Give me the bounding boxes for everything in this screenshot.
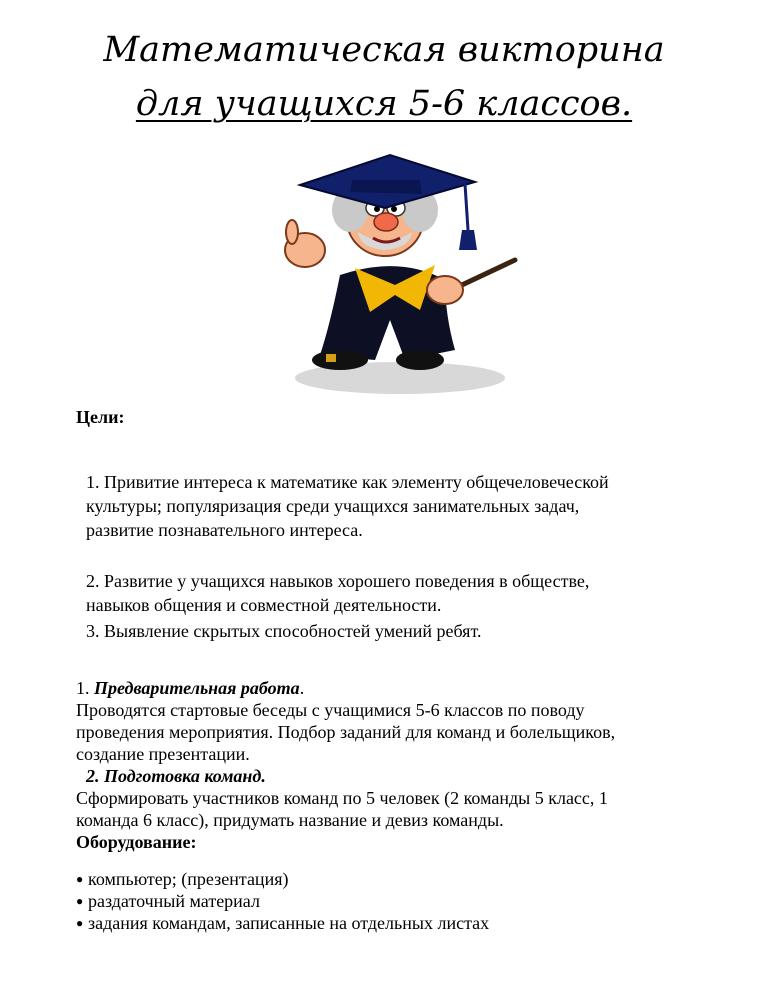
teams-line-2: команда 6 класс), придумать название и девиз команды. [76,810,504,830]
bullet-icon: ● [76,916,84,930]
equipment-item-label: компьютер; (презентация) [88,869,289,889]
goals-heading: Цели: [76,407,125,427]
prep-line-3: создание презентации. [76,744,250,764]
goal-1-line-1: 1. Привитие интереса к математике как элементу общечеловеческой [86,472,609,492]
prep-title: Предварительная работа [94,678,300,698]
list-item [76,912,489,934]
bullet-icon: ● [76,894,84,908]
prep-line-1: Проводятся стартовые беседы с учащимися 5-6 классов по поводу [76,700,585,720]
title-line-2: для учащихся 5-6 классов. [135,84,633,124]
prep-heading [76,677,304,699]
teams-line-1: Сформировать участников команд по 5 человек (2 команды 5 класс, 1 [76,788,608,808]
teams-heading: 2. Подготовка команд. [86,766,266,786]
prep-number: 1. [76,678,90,698]
prep-title-dot: . [299,678,305,698]
goal-1-line-2: культуры; популяризация среди учащихся занимательных задач, [86,496,580,516]
professor-mascot-icon [270,150,530,400]
bullet-icon: ● [76,872,84,886]
title-line-1: Математическая викторина [103,30,665,70]
goal-2-line-1: 2. Развитие у учащихся навыков хорошего поведения в обществе, [86,571,590,591]
equipment-item-label: задания командам, записанные на отдельных листах [88,913,490,933]
equipment-item-label: раздаточный материал [88,891,260,911]
list-item [76,868,489,890]
prep-line-2: проведения мероприятия. Подбор заданий для команд и болельщиков, [76,722,616,742]
goal-2-line-2: навыков общения и совместной деятельности. [86,595,442,615]
equipment-heading: Оборудование: [76,832,197,852]
equipment-list [76,868,489,934]
goal-item-3: 3. Выявление скрытых способностей умений ребят. [86,621,482,641]
goal-1-line-3: развитие познавательного интереса. [86,520,363,540]
list-item [76,890,489,912]
